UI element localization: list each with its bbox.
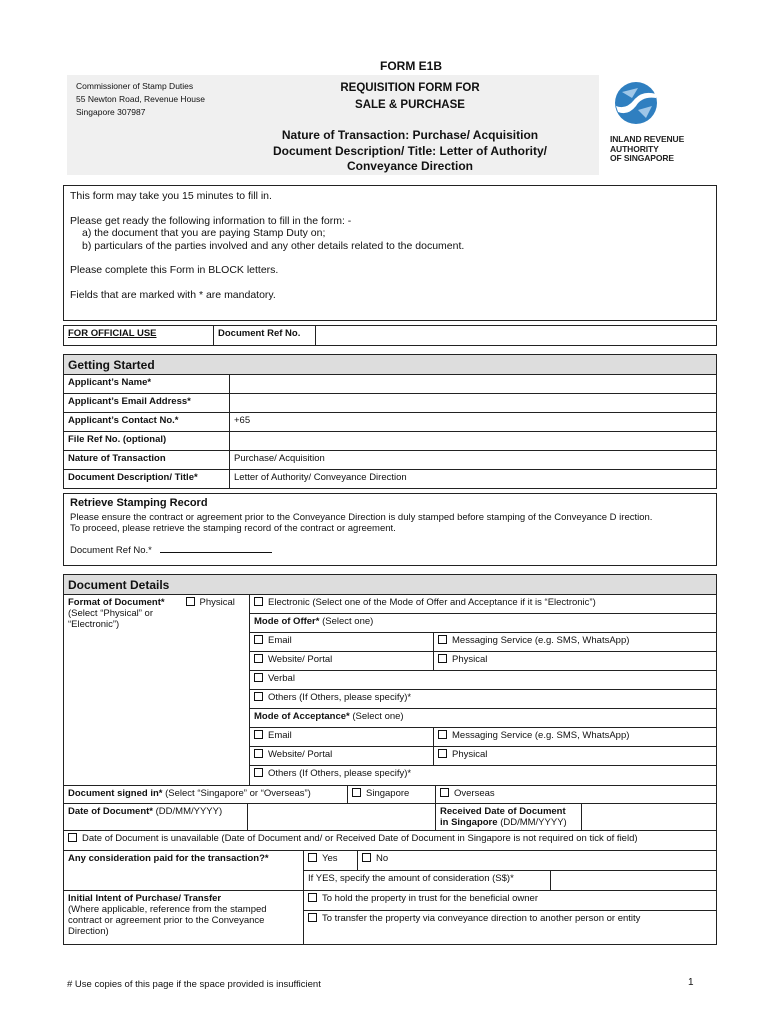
footer-note: # Use copies of this page if the space provided is insufficient — [67, 979, 321, 990]
logo-text-line: OF SINGAPORE — [610, 153, 674, 163]
offer-messaging-option[interactable] — [434, 633, 717, 652]
field-label: Applicant’s Name* — [64, 375, 230, 394]
signed-singapore-option[interactable] — [348, 786, 436, 804]
checkbox-icon[interactable] — [438, 635, 447, 644]
checkbox-icon[interactable] — [352, 788, 361, 797]
option-label: Website/ Portal — [268, 749, 333, 760]
intent-label: Initial Intent of Purchase/ Transfer — [68, 893, 222, 904]
address-line: 55 Newton Road, Revenue House — [76, 94, 205, 104]
option-label: Electronic (Select one of the Mode of Offer and Acceptance if it is “Electronic”) — [268, 597, 596, 608]
accept-website-option[interactable] — [250, 747, 434, 765]
description-value: Letter of Authority/ Conveyance Direction — [230, 470, 717, 489]
checkbox-icon[interactable] — [308, 913, 317, 922]
option-label: Email — [268, 730, 292, 741]
doc-ref-label: Document Ref No. — [214, 326, 316, 346]
desc-line: Conveyance Direction — [346, 159, 474, 173]
option-label: To transfer the property via conveyance direction to another person or entity — [322, 913, 641, 924]
retrieve-text: Please ensure the contract or agreement prior to the Conveyance Direction is duly stamped before stamping of the Conveyance D irection. — [70, 512, 653, 523]
checkbox-icon[interactable] — [254, 692, 263, 701]
received-date-label: Received Date of Document — [440, 806, 566, 817]
format-sublabel: (Select “Physical” or “Electronic”) — [68, 608, 153, 630]
received-date-format: (DD/MM/YYYY) — [500, 817, 567, 828]
checkbox-icon[interactable] — [254, 730, 263, 739]
format-label: Format of Document* — [68, 597, 165, 608]
consideration-label: Any consideration paid for the transaction?* — [64, 851, 304, 871]
getting-started-section — [63, 354, 717, 489]
instruction-text: Please get ready the following information to fill in the form: - — [70, 214, 352, 227]
option-label: Website/ Portal — [268, 654, 333, 665]
option-label: Singapore — [366, 788, 410, 799]
address-block — [76, 80, 205, 119]
date-unavailable-option[interactable] — [64, 831, 717, 851]
instruction-text: This form may take you 15 minutes to fill in. — [70, 190, 272, 202]
iras-emblem-icon — [612, 80, 660, 126]
amount-input-divider — [550, 871, 551, 890]
option-label: Date of Document is unavailable (Date of Document and/ or Received Date of Document in Singapore is not required on tick of field) — [82, 833, 638, 844]
applicant-name-input[interactable] — [230, 375, 717, 394]
option-label: No — [376, 853, 389, 864]
page-number: 1 — [688, 977, 694, 988]
accept-email-option[interactable] — [250, 728, 434, 747]
option-label: Others (If Others, please specify)* — [268, 768, 412, 779]
applicant-email-input[interactable] — [230, 394, 717, 413]
intent-hold-option[interactable] — [304, 891, 717, 911]
checkbox-icon[interactable] — [254, 597, 263, 606]
checkbox-icon[interactable] — [186, 597, 195, 606]
format-label-cell — [64, 595, 182, 786]
consideration-amount-row — [304, 871, 717, 891]
field-label: Nature of Transaction — [64, 451, 230, 470]
official-use-row — [63, 325, 717, 346]
checkbox-icon[interactable] — [254, 768, 263, 777]
iras-logo — [612, 80, 712, 164]
option-label: Others (If Others, please specify)* — [268, 692, 412, 703]
section-heading: Retrieve Stamping Record — [70, 497, 208, 509]
contact-no-input[interactable]: +65 — [230, 413, 717, 432]
official-doc-ref-field — [316, 326, 717, 346]
option-label: To hold the property in trust for the beneficial owner — [322, 893, 538, 904]
checkbox-icon[interactable] — [440, 788, 449, 797]
checkbox-icon[interactable] — [68, 833, 77, 842]
checkbox-icon[interactable] — [308, 893, 317, 902]
option-label: Physical — [452, 654, 488, 665]
option-label: Messaging Service (e.g. SMS, WhatsApp) — [452, 730, 630, 741]
title-line: REQUISITION FORM FOR — [340, 82, 480, 94]
logo-text-line: INLAND REVENUE — [610, 134, 685, 144]
address-line: Commissioner of Stamp Duties — [76, 81, 194, 91]
electronic-option[interactable] — [250, 595, 717, 614]
logo-text-line: AUTHORITY — [610, 143, 659, 154]
file-ref-input[interactable] — [230, 432, 717, 451]
signed-overseas-option[interactable] — [436, 786, 717, 804]
doc-ref-input[interactable] — [160, 543, 272, 553]
accept-physical-option[interactable] — [434, 747, 491, 765]
offer-website-option[interactable] — [250, 652, 434, 671]
intent-sublabel: (Where applicable, reference from the stamped contract or agreement prior to the Conveyance Direction) — [68, 904, 267, 937]
consideration-yes-option[interactable] — [304, 851, 358, 871]
received-date-input[interactable] — [582, 804, 717, 831]
signed-label: Document signed in* — [68, 788, 163, 799]
instruction-text: Fields that are marked with * are mandatory. — [70, 288, 276, 301]
field-label: Applicant’s Email Address* — [64, 394, 230, 413]
offer-physical-option[interactable] — [434, 652, 717, 671]
date-format: (DD/MM/YYYY) — [155, 806, 223, 817]
checkbox-icon[interactable] — [254, 654, 263, 663]
received-date-label: in Singapore — [440, 817, 498, 828]
offer-verbal-option[interactable] — [250, 671, 717, 690]
checkbox-icon[interactable] — [254, 749, 263, 758]
field-label: Applicant’s Contact No.* — [64, 413, 230, 432]
instruction-item: a) the document that you are paying Stamp Duty on; — [82, 227, 326, 239]
instruction-item: b) particulars of the parties involved and any other details related to the document. — [82, 239, 465, 252]
field-label: Document Description/ Title* — [64, 470, 230, 489]
signed-sublabel: (Select “Singapore” or “Overseas”) — [165, 788, 311, 799]
retrieve-text: To proceed, please retrieve the stamping record of the contract or agreement. — [70, 523, 396, 534]
option-label: Yes — [322, 853, 338, 864]
option-label: Email — [268, 635, 292, 646]
acceptance-sublabel: (Select one) — [352, 711, 404, 722]
date-label: Date of Document* — [68, 806, 153, 817]
instruction-text: Please complete this Form in BLOCK letters. — [70, 264, 279, 276]
checkbox-icon[interactable] — [438, 730, 447, 739]
acceptance-label: Mode of Acceptance* — [254, 711, 350, 722]
field-label: File Ref No. (optional) — [64, 432, 230, 451]
checkbox-icon[interactable] — [308, 853, 317, 862]
address-line: Singapore 307987 — [76, 107, 146, 117]
doc-ref-label: Document Ref No.* — [70, 545, 152, 556]
consideration-no-option[interactable] — [358, 851, 717, 871]
document-details-section — [63, 574, 717, 945]
option-label: Messaging Service (e.g. SMS, WhatsApp) — [452, 635, 630, 646]
option-label: Overseas — [454, 788, 495, 799]
option-label: Physical — [199, 597, 235, 608]
offer-email-option[interactable] — [250, 633, 434, 652]
desc-line: Document Description/ Title: Letter of Authority/ — [272, 143, 547, 158]
intent-transfer-option[interactable] — [304, 911, 717, 945]
checkbox-icon[interactable] — [254, 635, 263, 644]
form-title — [300, 80, 520, 114]
checkbox-icon[interactable] — [438, 654, 447, 663]
official-use-label: FOR OFFICIAL USE — [64, 326, 214, 346]
instructions-box — [63, 185, 717, 321]
form-number: FORM E1B — [380, 59, 443, 73]
nature-value: Purchase/ Acquisition — [230, 451, 717, 470]
checkbox-icon[interactable] — [254, 673, 263, 682]
date-of-document-input[interactable] — [248, 804, 436, 831]
nature-line: Nature of Transaction: Purchase/ Acquisition — [281, 128, 539, 142]
amount-label: If YES, specify the amount of consideration (S$)* — [308, 873, 514, 884]
physical-option[interactable] — [182, 595, 250, 786]
offer-others-option[interactable] — [250, 690, 717, 709]
intent-cell — [64, 891, 304, 945]
accept-others-option[interactable] — [250, 766, 716, 785]
title-line: SALE & PURCHASE — [355, 99, 465, 111]
option-label: Verbal — [268, 673, 295, 684]
section-heading: Getting Started — [63, 354, 717, 375]
checkbox-icon[interactable] — [438, 749, 447, 758]
transaction-heading — [250, 128, 570, 175]
checkbox-icon[interactable] — [362, 853, 371, 862]
option-label: Physical — [452, 749, 488, 760]
offer-label: Mode of Offer* — [254, 616, 320, 627]
section-heading: Document Details — [63, 574, 717, 595]
retrieve-stamping-section — [63, 493, 717, 566]
offer-sublabel: (Select one) — [322, 616, 374, 627]
accept-messaging-option[interactable] — [434, 728, 717, 747]
